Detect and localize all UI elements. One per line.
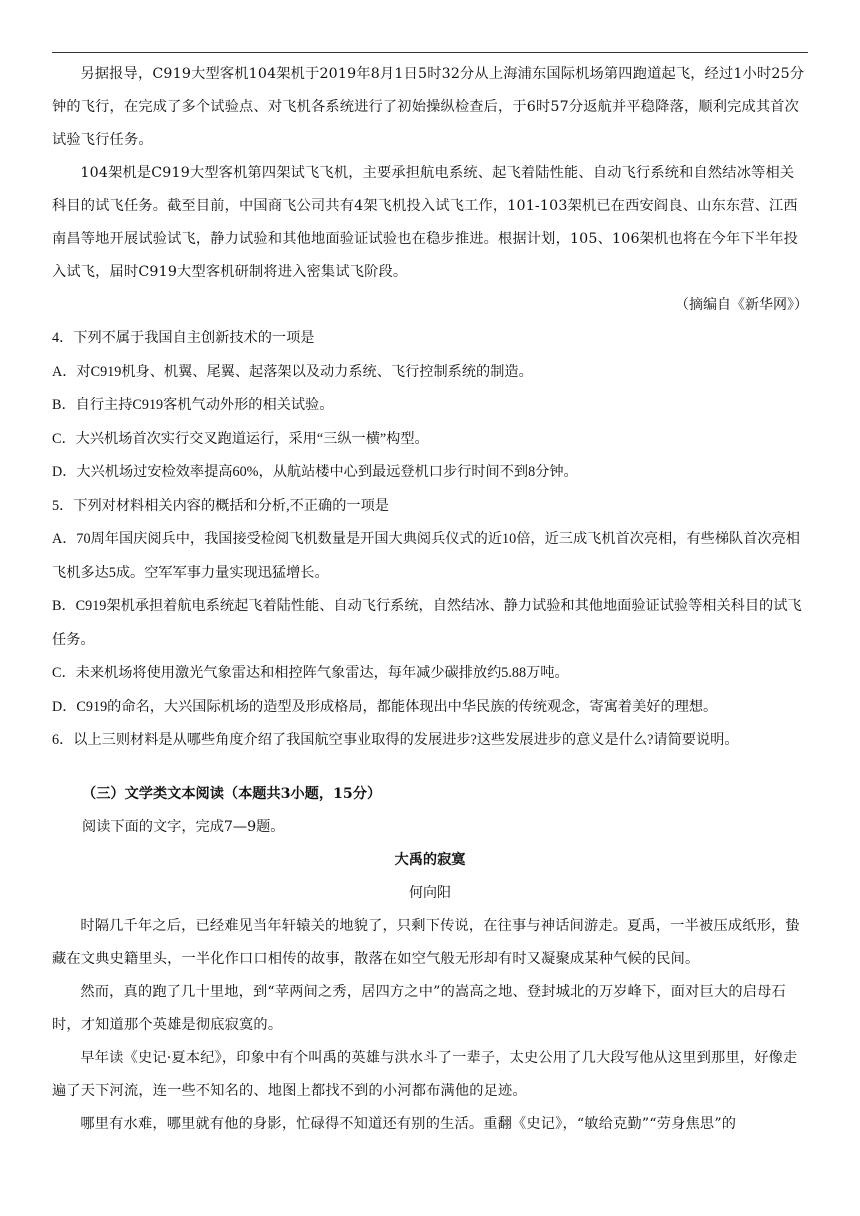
question-4-option-c: C．大兴机场首次实行交叉跑道运行，采用“三纵一横”构型。	[52, 430, 429, 447]
question-5-option-a: A．70周年国庆阅兵中，我国接受检阅飞机数量是开国大典阅兵仪式的近10倍，近三成飞机首次亮相，有些梯队首次亮相飞机多达5成。空军军事力量实现迅猛增长。	[52, 531, 800, 581]
essay-author: 何向阳	[409, 884, 451, 901]
question-6: 6．以上三则材料是从哪些角度介绍了我国航空事业取得的发展进步?这些发展进步的意义是什么?请简要说明。	[52, 732, 739, 748]
section-3-instruction: 阅读下面的文字，完成7—9题。	[82, 818, 285, 835]
question-5: 5．下列对材料相关内容的概括和分析,不正确的一项是	[52, 497, 389, 514]
essay-title: 大禹的寂寞	[394, 851, 466, 868]
question-4-option-a: A．对C919机身、机翼、尾翼、起落架以及动力系统、飞行控制系统的制造。	[52, 363, 533, 380]
section-spacer	[52, 758, 808, 778]
question-5-option-c: C．未来机场将使用激光气象雷达和相控阵气象雷达，每年减少碳排放约5.88万吨。	[52, 665, 569, 681]
document-page	[52, 58, 808, 1141]
question-5-option-d: D．C919的命名，大兴国际机场的造型及形成格局，都能体现出中华民族的传统观念，寄寓着美好的理想。	[52, 698, 718, 715]
essay-paragraph-2: 然而，真的跑了几十里地，到“苹两间之秀，居四方之中”的嵩高之地、登封城北的万岁峰下，面对巨大的启母石时，才知道那个英雄是彻底寂寞的。	[52, 983, 786, 1033]
header-rule	[52, 52, 808, 53]
material-paragraph-2: 104架机是C919大型客机第四架试飞飞机，主要承担航电系统、起飞着陆性能、自动飞行系统和自然结冰等相关科目的试飞任务。截至目前，中国商飞公司共有4架飞机投入试飞工作，101-103架机已在西安阎良、山东东营、江西南昌等地开展试验试飞，静力试验和其他地面验证试验也在稳步推进。根据计划，105、106架机也将在今年下半年投入试飞，届时C919大型客机研制将进入密集试飞阶段。	[52, 165, 798, 280]
essay-paragraph-3: 早年读《史记·夏本纪》，印象中有个叫禹的英雄与洪水斗了一辈子，太史公用了几大段写他从这里到那里，好像走遍了天下河流，连一些不知名的、地图上都找不到的小河都布满他的足迹。	[52, 1049, 798, 1099]
material-paragraph-1: 另据报导，C919大型客机104架机于2019年8月1日5时32分从上海浦东国际机场第四跑道起飞，经过1小时25分钟的飞行，在完成了多个试验点、对飞机各系统进行了初始操纵检查后，于6时57分返航并平稳降落，顺利完成其首次试验飞行任务。	[52, 66, 805, 148]
essay-paragraph-1: 时隔几千年之后，已经难见当年轩辕关的地貌了，只剩下传说，在往事与神话间游走。夏禹，一半被压成纸形，蛰藏在文典史籍里头，一半化作口口相传的故事，散落在如空气般无形却有时又凝聚成某种气候的民间。	[52, 917, 800, 967]
section-3-heading: （三）文学类文本阅读（本题共3小题，15分）	[82, 785, 382, 802]
question-4: 4．下列不属于我国自主创新技术的一项是	[52, 330, 315, 346]
material-source: （摘编自《新华网》）	[675, 297, 808, 313]
question-4-option-b: B．自行主持C919客机气动外形的相关试验。	[52, 397, 334, 413]
question-5-option-b: B．C919架机承担着航电系统起飞着陆性能、自动飞行系统，自然结冰、静力试验和其他地面验证试验等相关科目的试飞任务。	[52, 598, 802, 648]
question-4-option-d: D．大兴机场过安检效率提高60%，从航站楼中心到最远登机口步行时间不到8分钟。	[52, 464, 578, 480]
essay-paragraph-4: 哪里有水难，哪里就有他的身影，忙碌得不知道还有别的生活。重翻《史记》，“敏给克勤”“劳身焦思”的	[80, 1115, 737, 1132]
